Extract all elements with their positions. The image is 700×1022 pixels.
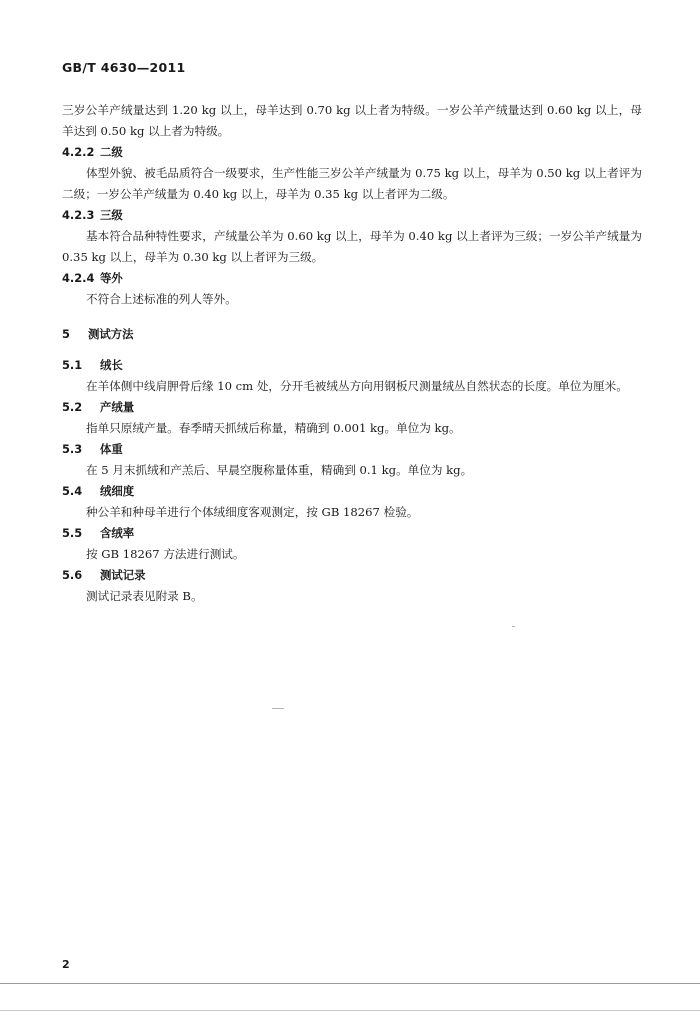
heading-title: 含绒率 bbox=[100, 526, 135, 540]
paragraph-4-2-3: 基本符合品种特性要求，产绒量公羊为 0.60 kg 以上，母羊为 0.40 kg 以上者评为三级；一岁公羊产绒量为 0.35 kg 以上，母羊为 0.30 kg 以上者评为三级。 bbox=[62, 229, 642, 264]
heading-number: 4.2.4 bbox=[62, 271, 95, 285]
section-gap bbox=[62, 310, 642, 324]
heading-number: 5.5 bbox=[62, 526, 83, 540]
body-text bbox=[62, 100, 642, 607]
paragraph-5-1: 在羊体侧中线肩胛骨后缘 10 cm 处，分开毛被绒丛方向用钢板尺测量绒丛自然状态的长度。单位为厘米。 bbox=[86, 379, 628, 393]
heading-title: 测试记录 bbox=[100, 568, 146, 582]
heading-number: 5.2 bbox=[62, 400, 83, 414]
heading-5 bbox=[62, 324, 642, 345]
heading-number: 5 bbox=[62, 327, 70, 341]
heading-title: 等外 bbox=[100, 271, 123, 285]
paragraph-4-2-2: 体型外貌、被毛品质符合一级要求，生产性能三岁公羊产绒量为 0.75 kg 以上，母羊为 0.50 kg 以上者评为二级；一岁公羊产绒量为 0.40 kg 以上，母羊为 0.35 kg 以上者评为二级。 bbox=[62, 166, 642, 201]
heading-5-6 bbox=[62, 565, 642, 586]
heading-title: 二级 bbox=[100, 145, 123, 159]
scan-speck bbox=[512, 626, 515, 627]
heading-4-2-3 bbox=[62, 205, 642, 226]
standard-identifier: GB/T 4630—2011 bbox=[62, 60, 186, 75]
section-gap bbox=[62, 345, 642, 355]
page-edge bbox=[0, 1010, 700, 1011]
paragraph-5-2: 指单只原绒产量。春季晴天抓绒后称量，精确到 0.001 kg。单位为 kg。 bbox=[86, 421, 461, 435]
heading-number: 5.3 bbox=[62, 442, 83, 456]
heading-number: 5.4 bbox=[62, 484, 83, 498]
page-number: 2 bbox=[62, 958, 70, 971]
heading-title: 三级 bbox=[100, 208, 123, 222]
bottom-rule bbox=[0, 983, 700, 984]
heading-number: 5.1 bbox=[62, 358, 83, 372]
continued-paragraph: 三岁公羊产绒量达到 1.20 kg 以上，母羊达到 0.70 kg 以上者为特级。一岁公羊产绒量达到 0.60 kg 以上，母羊达到 0.50 kg 以上者为特级。 bbox=[62, 103, 642, 138]
heading-number: 4.2.2 bbox=[62, 145, 95, 159]
heading-title: 体重 bbox=[100, 442, 123, 456]
heading-5-5 bbox=[62, 523, 642, 544]
paragraph-5-3: 在 5 月末抓绒和产羔后、早晨空腹称量体重，精确到 0.1 kg。单位为 kg。 bbox=[86, 463, 473, 477]
paragraph-5-4: 种公羊和种母羊进行个体绒细度客观测定，按 GB 18267 检验。 bbox=[86, 505, 419, 519]
paragraph-5-5: 按 GB 18267 方法进行测试。 bbox=[86, 547, 245, 561]
heading-5-1 bbox=[62, 355, 642, 376]
heading-4-2-4 bbox=[62, 268, 642, 289]
heading-title: 测试方法 bbox=[88, 327, 134, 341]
heading-number: 4.2.3 bbox=[62, 208, 95, 222]
scan-speck bbox=[272, 708, 284, 709]
heading-title: 绒长 bbox=[100, 358, 123, 372]
paragraph-5-6: 测试记录表见附录 B。 bbox=[86, 589, 203, 603]
heading-5-3 bbox=[62, 439, 642, 460]
heading-5-4 bbox=[62, 481, 642, 502]
heading-title: 产绒量 bbox=[100, 400, 135, 414]
heading-number: 5.6 bbox=[62, 568, 83, 582]
heading-title: 绒细度 bbox=[100, 484, 135, 498]
heading-4-2-2 bbox=[62, 142, 642, 163]
heading-5-2 bbox=[62, 397, 642, 418]
paragraph-4-2-4: 不符合上述标准的列人等外。 bbox=[86, 292, 237, 306]
